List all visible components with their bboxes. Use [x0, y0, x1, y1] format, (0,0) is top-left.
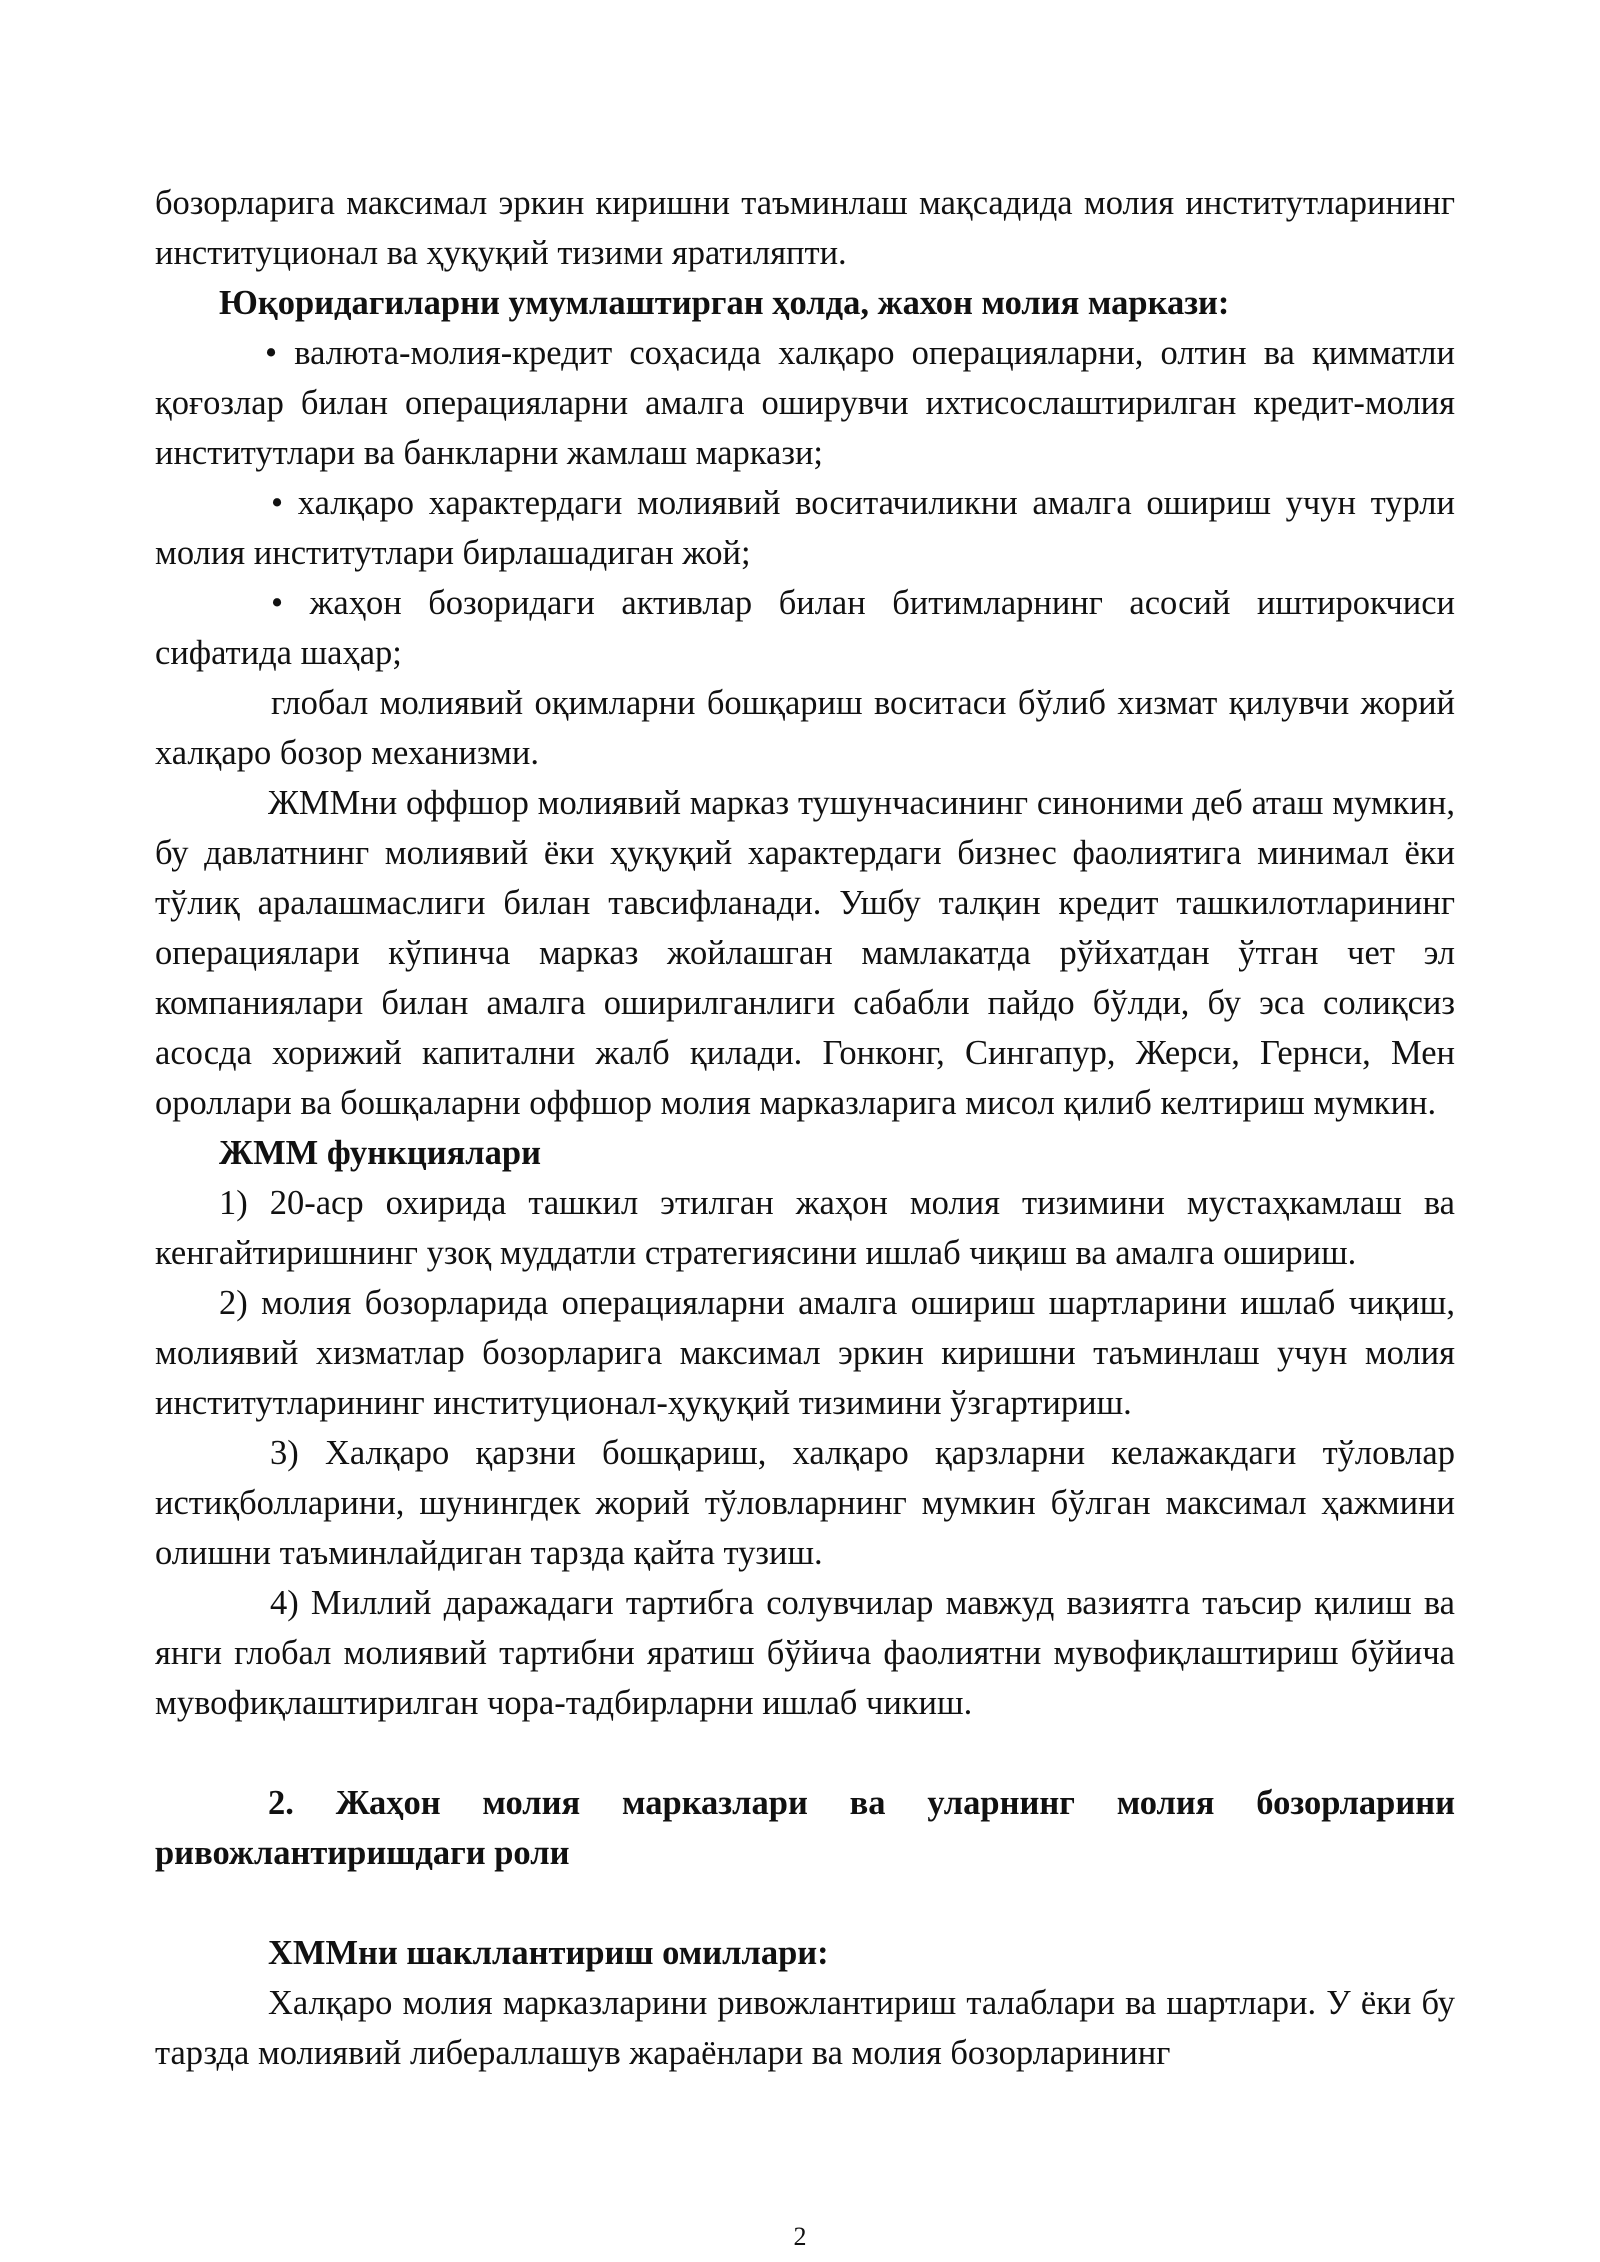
offshore-paragraph: ЖММни оффшор молиявий марказ тушунчасининг синоними деб аташ мумкин, бу давлатнинг молиявий ёки ҳуқуқий характердаги бизнес фаолиятига минимал ёки тўлиқ аралашмаслиги билан тавсифланади. Ушбу талқин кредит ташкилотларининг операциялари кўпинча марказ жойлашган мамлакатда рўйхатдан ўтган чет эл компаниялари билан амалга оширилганлиги сабабли пайдо бўлди, бу эса солиқсиз асосда хорижий капитални жалб қилади. Гонконг, Сингапур, Жерси, Гернси, Мен ороллари ва бошқаларни оффшор молия марказларига мисол қилиб келтириш мумкин. [155, 784, 1455, 1122]
document-page [155, 178, 1455, 2078]
functions-heading: ЖММ функциялари [219, 1134, 541, 1172]
function-item-2: 2) молия бозорларида операцияларни амалга ошириш шартларини ишлаб чиқиш, молиявий хизматлар бозорларига максимал эркин киришни таъминлаш учун молия институтларининг институционал-ҳуқуқий тизимини ўзгартириш. [155, 1284, 1455, 1422]
summary-heading: Юқоридагиларни умумлаштирган ҳолда, жахон молия маркази: [219, 284, 1230, 322]
page-number: 2 [793, 2222, 807, 2251]
function-item-3: 3) Халқаро қарзни бошқариш, халқаро қарзларни келажакдаги тўловлар истиқболларини, шунингдек жорий тўловларнинг мумкин бўлган максимал ҳажмини олишни таъминлайдиган тарзда қайта тузиш. [155, 1434, 1455, 1572]
function-item-1: 1) 20-аср охирида ташкил этилган жаҳон молия тизимини мустаҳкамлаш ва кенгайтиришнинг узоқ муддатли стратегиясини ишлаб чиқиш ва амалга ошириш. [155, 1184, 1455, 1272]
requirements-paragraph: Халқаро молия марказларини ривожлантириш талаблари ва шартлари. У ёки бу тарзда молиявий либераллашув жараёнлари ва молия бозорларининг [155, 1984, 1455, 2072]
bullet-item-1: • валюта-молия-кредит соҳасида халқаро операцияларни, олтин ва қимматли қоғозлар билан операцияларни амалга оширувчи ихтисослаштирилган кредит-молия институтлари ва банкларни жамлаш маркази; [155, 334, 1455, 472]
section-heading: 2. Жаҳон молия марказлари ва уларнинг молия бозорларини ривожлантиришдаги роли [155, 1784, 1455, 1872]
bullet-item-2: • халқаро характердаги молиявий воситачиликни амалга ошириш учун турли молия институтлари бирлашадиган жой; [155, 484, 1455, 572]
intro-paragraph: бозорларига максимал эркин киришни таъминлаш мақсадида молия институтларининг институционал ва ҳуқуқий тизими яратиляпти. [155, 184, 1455, 272]
factors-heading: ХММни шакллантириш омиллари: [268, 1934, 829, 1972]
global-mechanism-paragraph: глобал молиявий оқимларни бошқариш воситаси бўлиб хизмат қилувчи жорий халқаро бозор механизми. [155, 684, 1455, 772]
bullet-item-3: • жаҳон бозоридаги активлар билан битимларнинг асосий иштирокчиси сифатида шаҳар; [155, 584, 1455, 672]
function-item-4: 4) Миллий даражадаги тартибга солувчилар мавжуд вазиятга таъсир қилиш ва янги глобал молиявий тартибни яратиш бўйича фаолиятни мувофиқлаштириш бўйича мувофиқлаштирилган чора-тадбирларни ишлаб чикиш. [155, 1584, 1455, 1722]
